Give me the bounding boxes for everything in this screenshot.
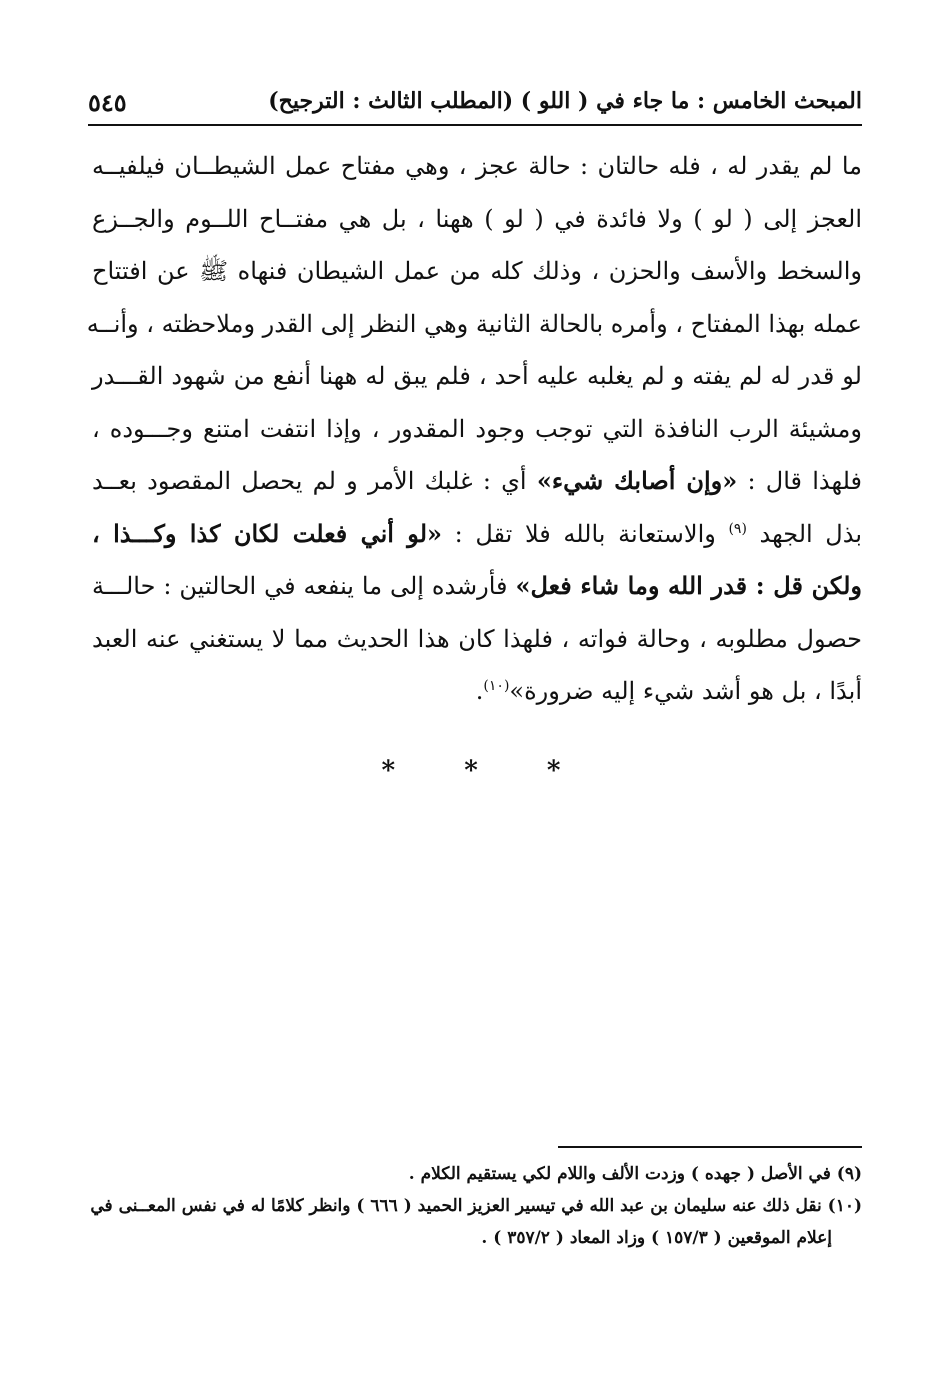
body-line <box>92 245 862 298</box>
header-title: المبحث الخامس : ما جاء في ( اللو ) (المطلب الثالث : الترجيح) <box>268 88 862 114</box>
running-header <box>88 88 862 124</box>
body-line <box>92 193 862 246</box>
footnotes <box>80 1158 862 1254</box>
footnote-marker: (١٠) <box>483 678 510 694</box>
body-text-run: ما لم يقدر له ، فله حالتان : حالة عجز ، وهي مفتاح عمل الشيطــان فيلفيــه <box>92 152 862 180</box>
header-rule <box>88 124 862 126</box>
footnote-10: (١٠) نقل ذلك عنه سليمان بن عبد الله في تيسير العزيز الحميد ( ٦٦٦ ) وانظر كلامًا له في نفس المعــنى في <box>90 1196 862 1216</box>
footnote-marker: (٩) <box>728 520 747 537</box>
page-number: ٥٤٥ <box>88 88 127 117</box>
hadith-quote: «وإن أصابك شيء» <box>536 466 738 495</box>
body-line <box>92 665 862 718</box>
body-line <box>92 560 862 613</box>
body-text-run: عمله بهذا المفتاح ، وأمره بالحالة الثانية وهي النظر إلى القدر وملاحظته ، وأنــه <box>86 309 862 338</box>
body-line <box>92 508 862 561</box>
body-text-run: ومشيئة الرب النافذة التي توجب وجود المقدور ، وإذا انتفت امتنع وجـــوده ، <box>92 414 862 443</box>
body-line <box>92 140 862 193</box>
body-line <box>92 403 862 456</box>
footnote-rule <box>558 1146 862 1148</box>
footnote-10-continued: إعلام الموقعين ( ١٥٧/٣ ) وزاد المعاد ( ٣٥٧/٢ ) . <box>481 1228 832 1248</box>
body-line <box>92 455 862 508</box>
body-text-run: والاستعانة بالله فلا تقل : <box>442 519 729 548</box>
body-text-run: حصول مطلوبه ، وحالة فواته ، فلهذا كان هذا الحديث مما لا يستغني عنه العبد <box>92 624 863 653</box>
body-text-run: فلهذا قال : <box>737 467 862 495</box>
body-line <box>92 350 862 403</box>
body-text-run: فأرشده إلى ما ينفعه في الحالتين : حالـــة <box>92 572 516 600</box>
section-separator: * * * <box>381 756 591 786</box>
body-text-run: بذل الجهد <box>746 519 863 548</box>
body-line <box>86 298 862 351</box>
hadith-quote: ولكن قل : قدر الله وما شاء فعل» <box>515 571 862 600</box>
body-text-run: أي : غلبك الأمر و لم يحصل المقصود بعــد <box>92 467 537 495</box>
footnote-9: (٩) في الأصل ( جهده ) وزدت الألف واللام لكي يستقيم الكلام . <box>408 1164 862 1184</box>
body-text-run: أبدًا ، بل هو أشد شيء إليه ضرورة» <box>509 677 862 705</box>
body-text <box>86 140 863 718</box>
body-text-run: . <box>475 677 484 705</box>
body-text-run: والسخط والأسف والحزن ، وذلك كله من عمل الشيطان فنهاه ﷺ عن افتتاح <box>92 257 862 285</box>
hadith-quote: «لو أني فعلت لكان كذا وكـــذا ، <box>92 518 443 548</box>
body-text-run: العجز إلى ( لو ) ولا فائدة في ( لو ) ههنا ، بل هي مفتــاح اللــوم والجــزع <box>92 204 862 233</box>
body-text-run: لو قدر له لم يفته و لم يغلبه عليه أحد ، فلم يبق له ههنا أنفع من شهود القـــدر <box>92 362 862 390</box>
body-line <box>92 613 862 666</box>
